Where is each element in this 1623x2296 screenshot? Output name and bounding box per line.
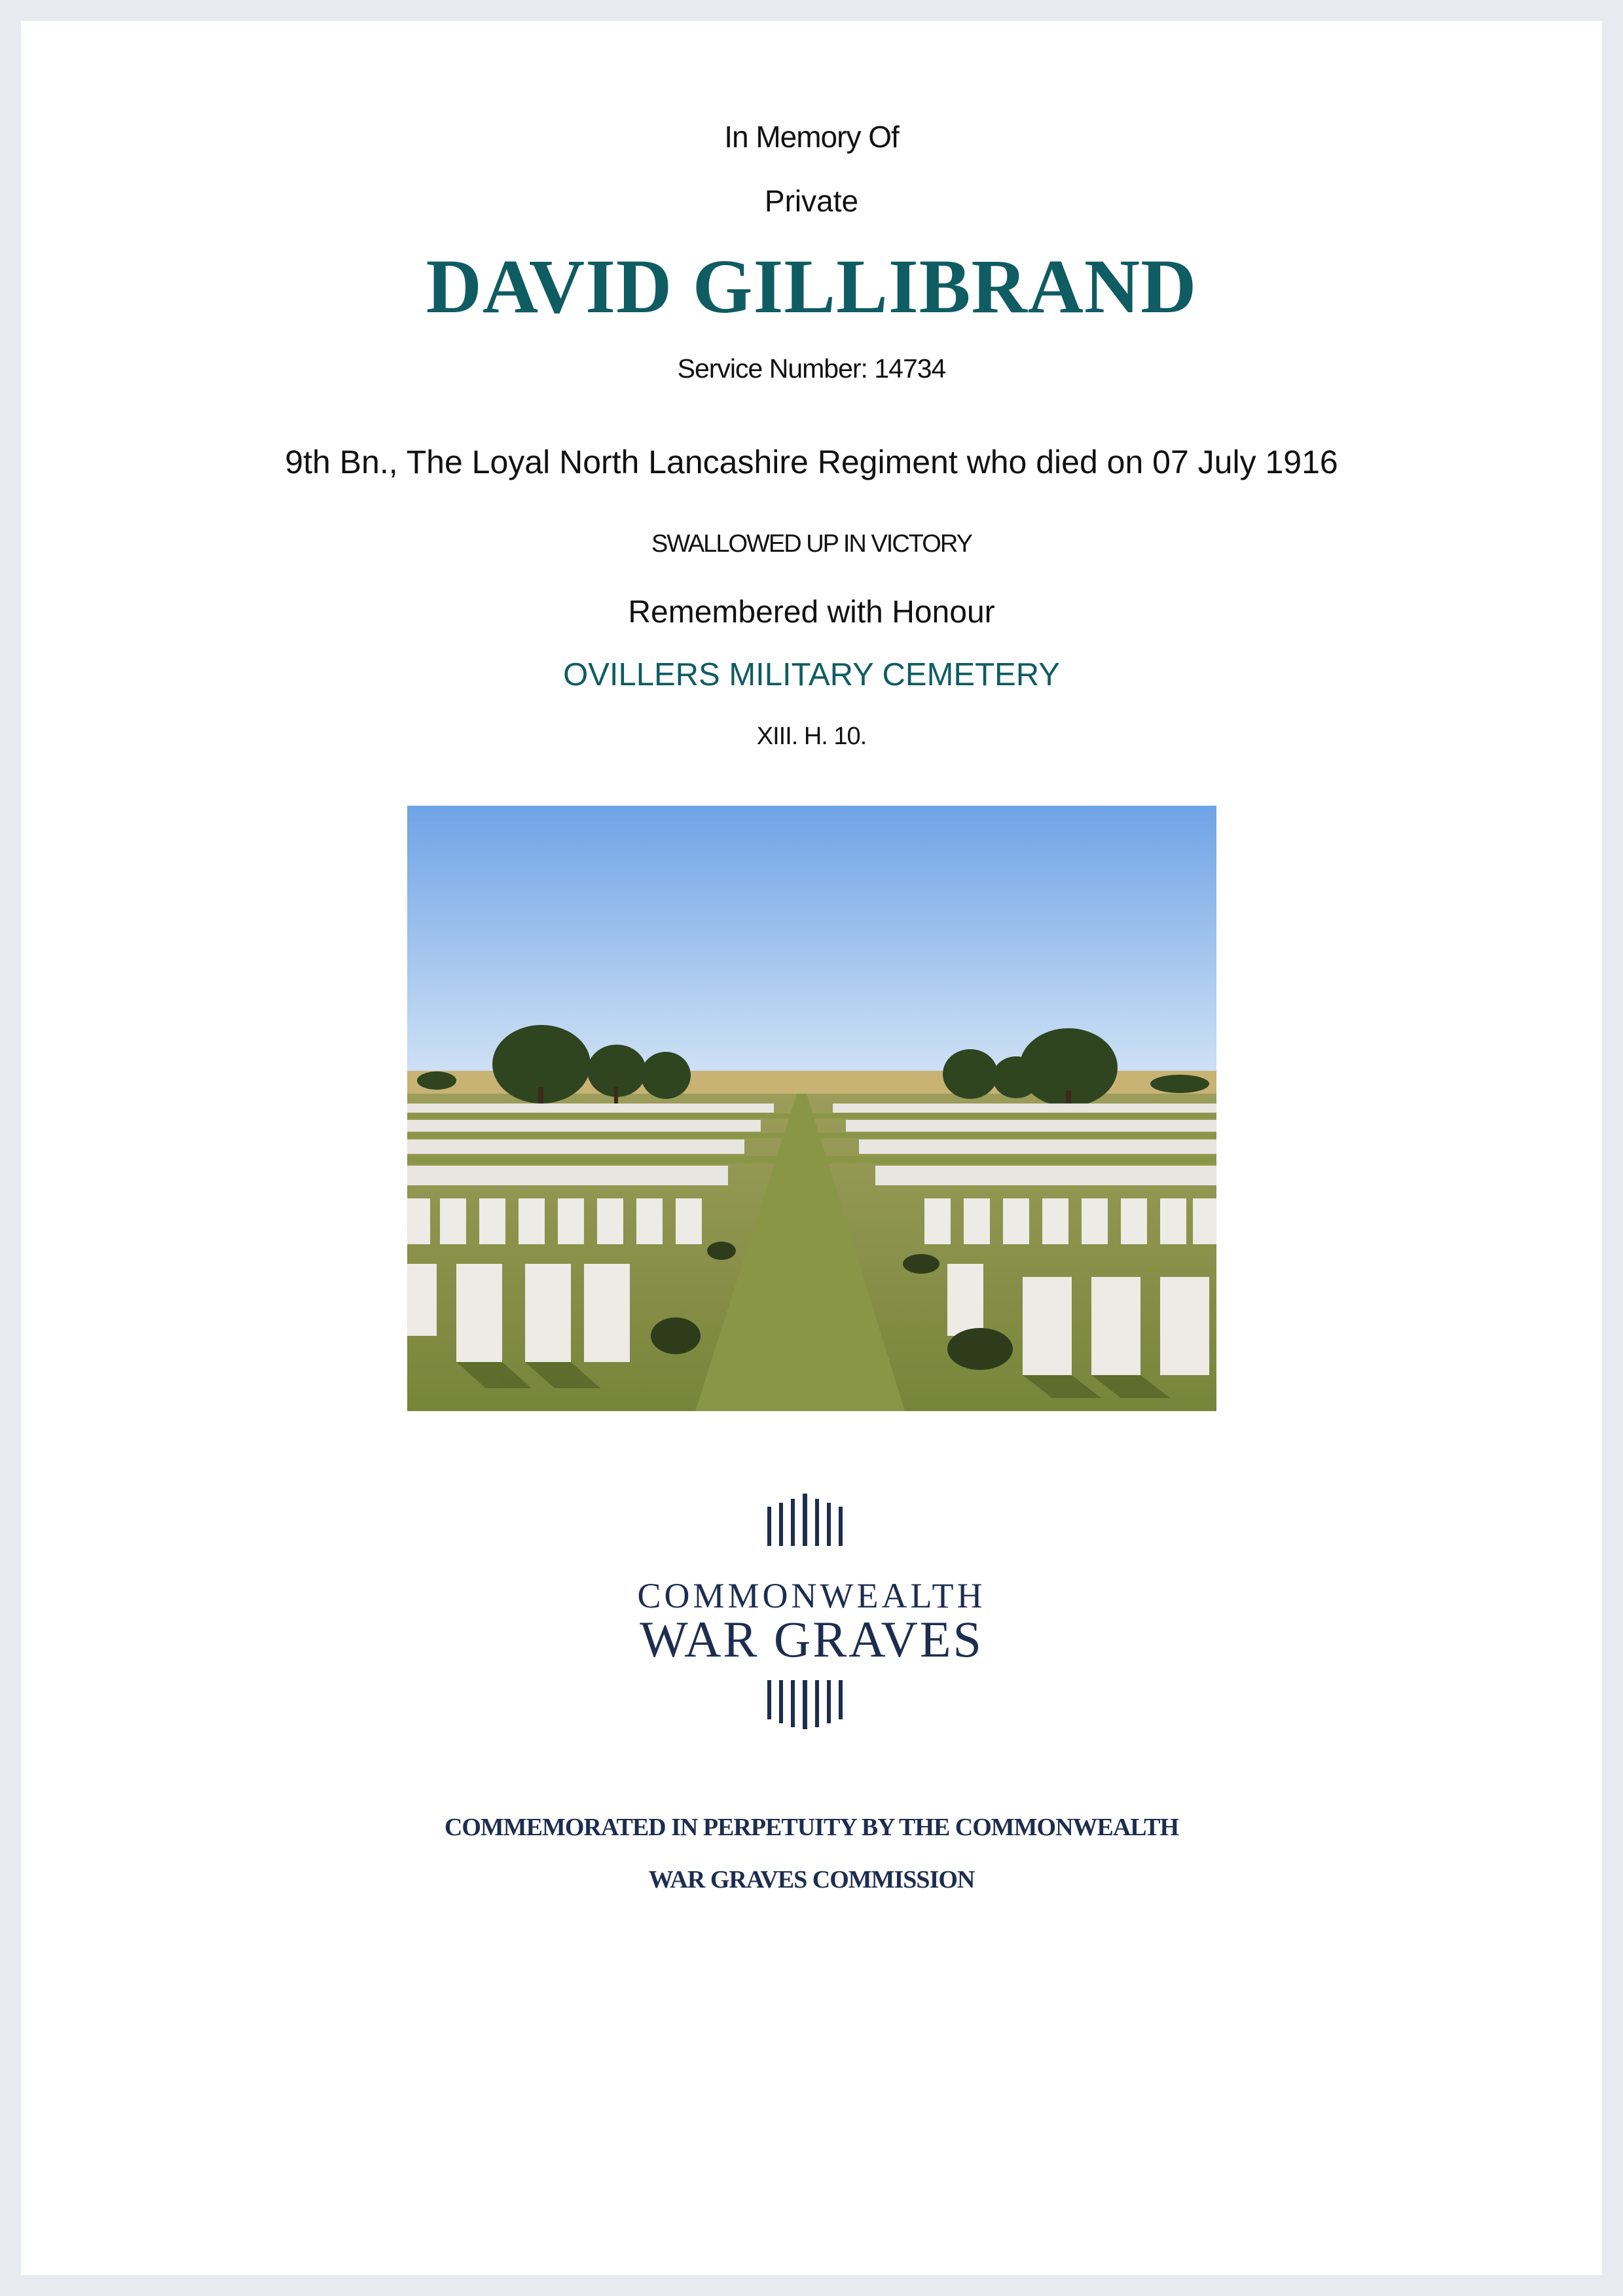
soldier-name: DAVID GILLIBRAND <box>426 243 1197 329</box>
footer-line-2: WAR GRAVES COMMISSION <box>648 1866 975 1893</box>
logo-line-war-graves: WAR GRAVES <box>640 1611 983 1668</box>
service-number: Service Number: 14734 <box>677 353 946 384</box>
rank-text: Private <box>764 184 859 218</box>
footer-line-1: COMMEMORATED IN PERPETUITY BY THE COMMONWEALTH <box>444 1814 1179 1841</box>
epitaph: SWALLOWED UP IN VICTORY <box>651 530 972 558</box>
cemetery-name: OVILLERS MILITARY CEMETERY <box>563 657 1060 692</box>
intro-text: In Memory Of <box>724 120 899 154</box>
unit-and-death-date: 9th Bn., The Loyal North Lancashire Regiment who died on 07 July 1916 <box>285 444 1338 480</box>
cemetery-photo <box>407 806 1216 1411</box>
certificate-page <box>21 21 1602 2275</box>
grave-reference: XIII. H. 10. <box>756 723 867 750</box>
logo-line-commonwealth: COMMONWEALTH <box>637 1576 986 1615</box>
cwgc-logo <box>623 1494 1000 1729</box>
remembered-with-honour: Remembered with Honour <box>628 595 995 630</box>
